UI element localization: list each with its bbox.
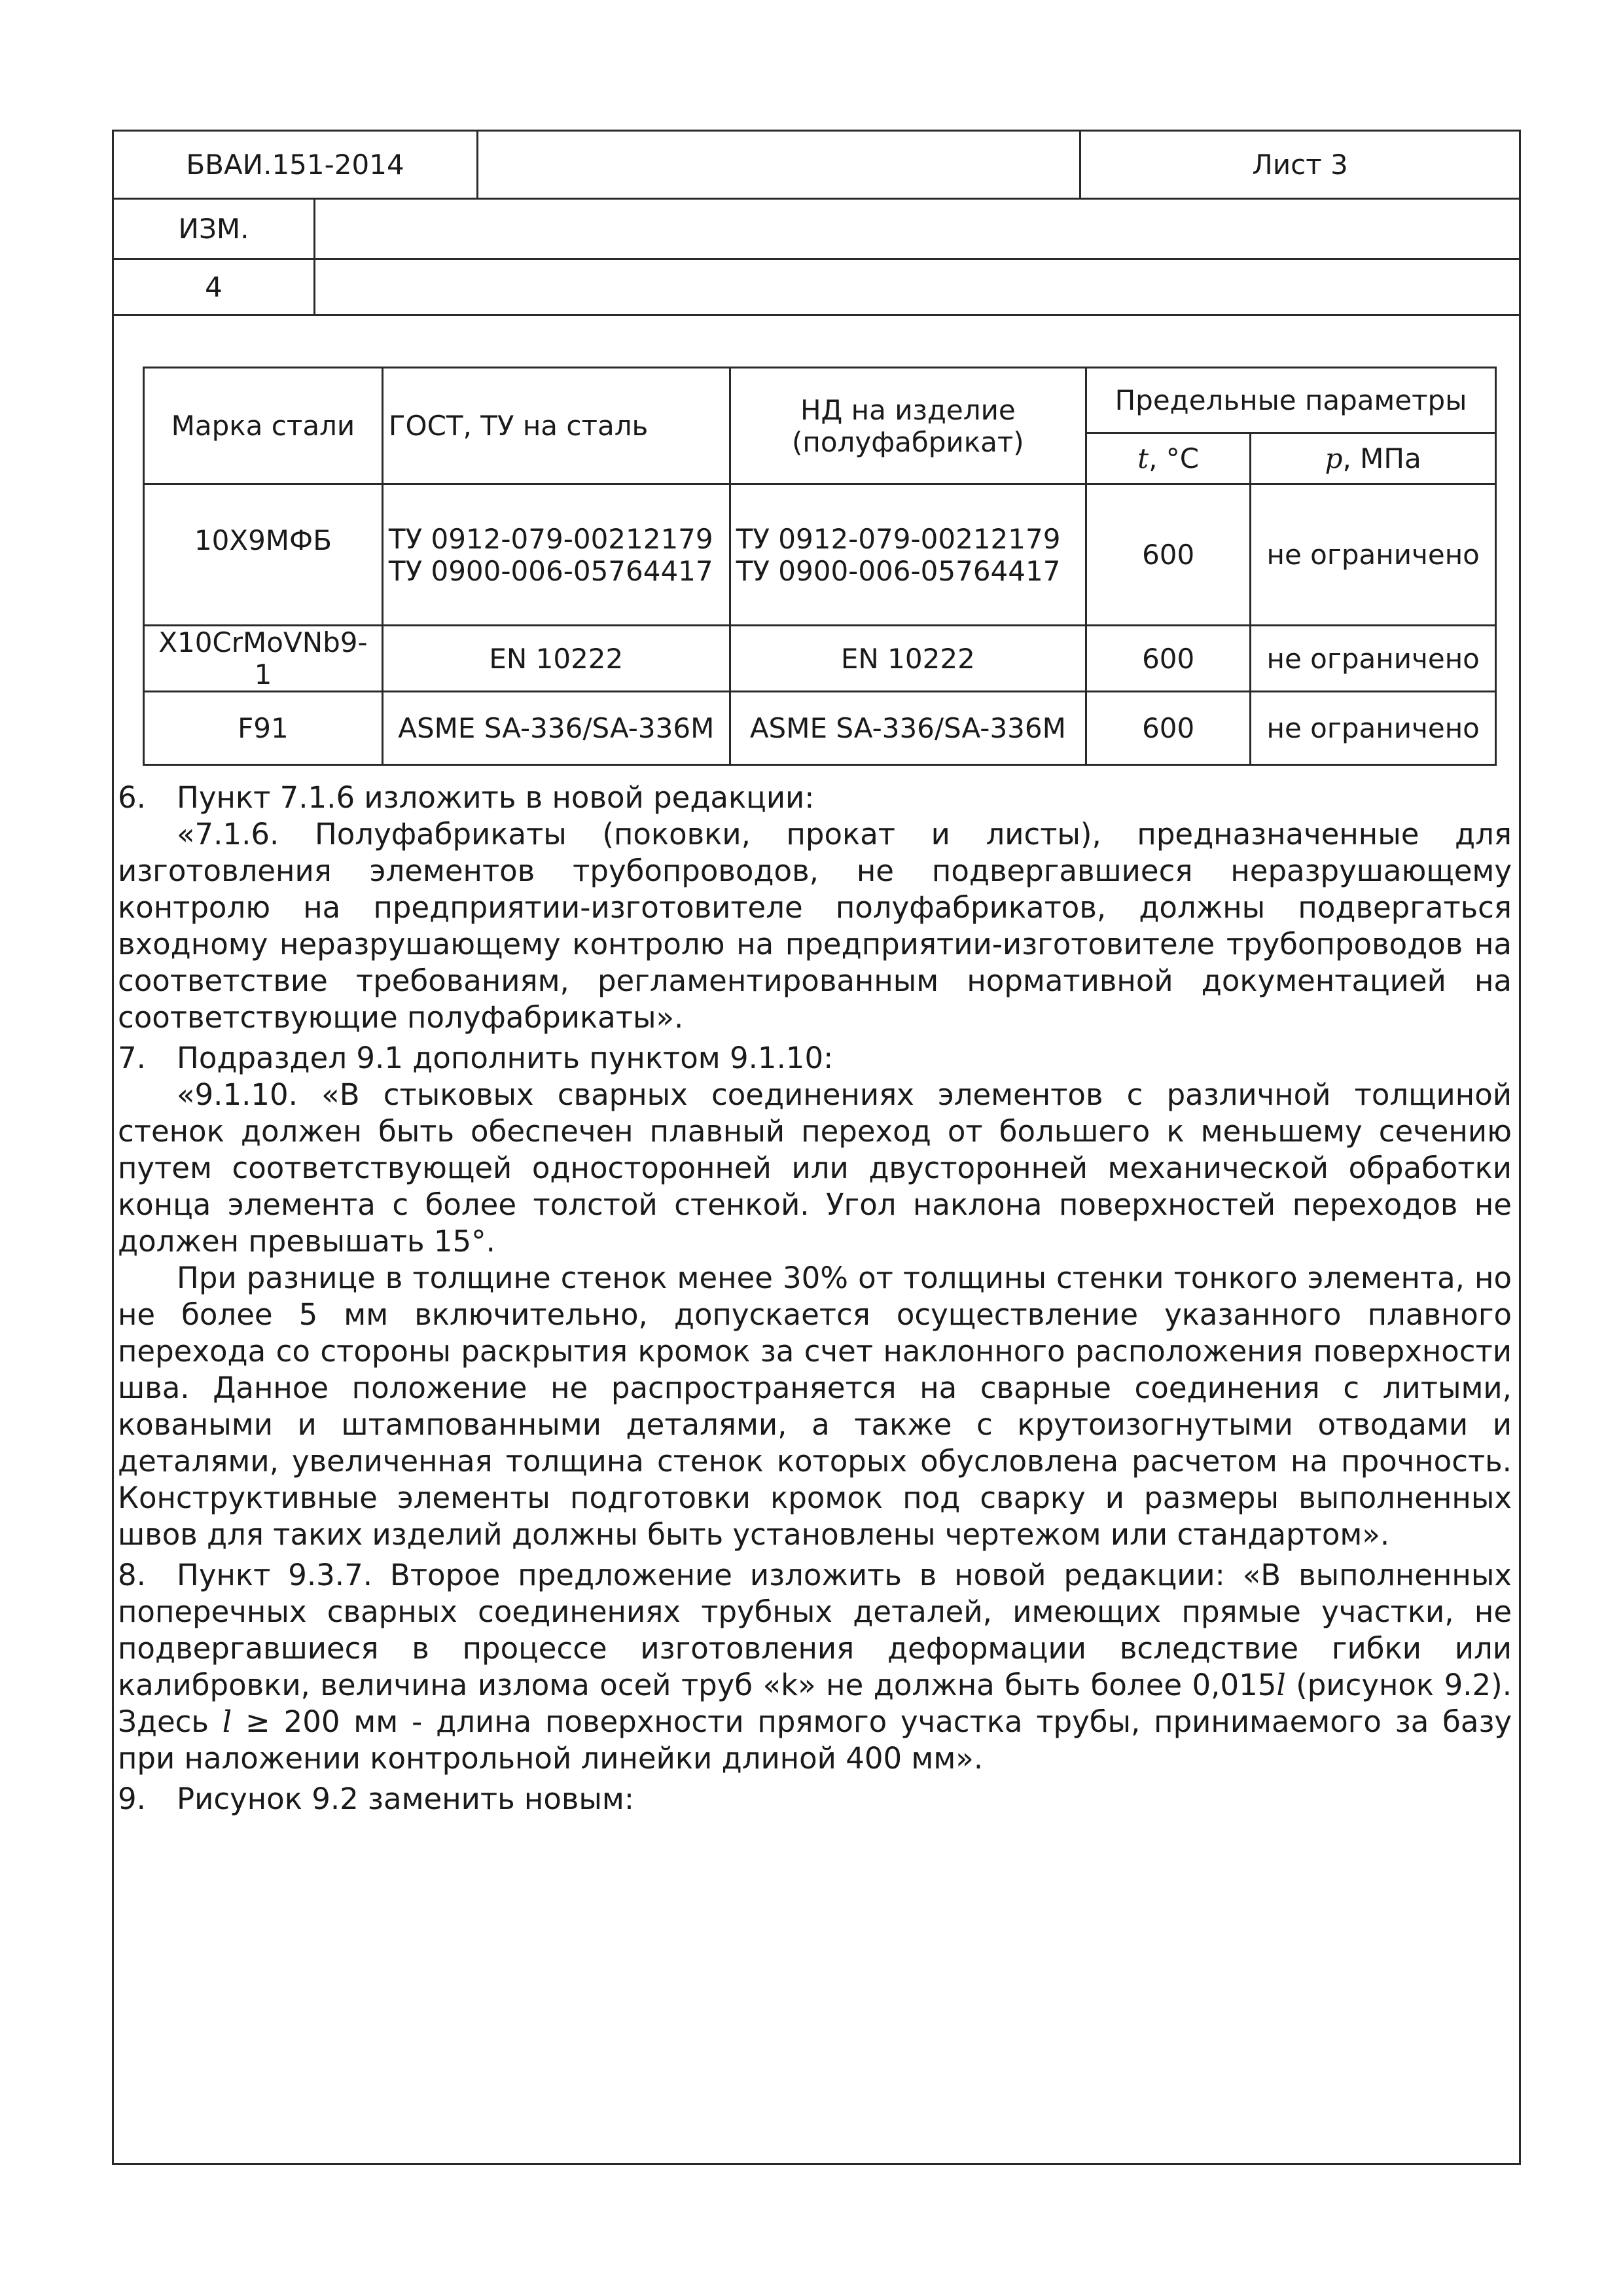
pressure-unit: , МПа xyxy=(1342,442,1421,475)
change-blank-cell xyxy=(315,200,1519,258)
col-header-nd-product xyxy=(730,368,1086,484)
col-header-pressure xyxy=(1251,433,1496,484)
body-text xyxy=(118,780,1512,1818)
cell-pressure: не ограничено xyxy=(1251,626,1496,692)
length-symbol: l xyxy=(222,1704,232,1739)
cell-grade: 10Х9МФБ xyxy=(144,484,383,626)
change-number: 4 xyxy=(114,260,315,314)
table-row xyxy=(144,692,1496,765)
cell-nd: EN 10222 xyxy=(730,626,1086,692)
nd-product-line1: НД на изделие xyxy=(800,393,1016,426)
cell-nd xyxy=(730,484,1086,626)
item-6-body: «7.1.6. Полуфабрикаты (поковки, прокат и листы), предназначенные для изготовления элементов трубопроводов, не подвергавшиеся неразрушающему контролю на предприятии-изготовителе полуфабрикатов, должны подвергаться входному неразрушающему контролю на предприятии-изготовителе трубопроводов на соответствие требованиям, регламентированным нормативной документацией на соответствующие полуфабрикаты». xyxy=(118,817,1512,1035)
doc-code: БВАИ.151-2014 xyxy=(114,132,478,198)
table-row xyxy=(144,626,1496,692)
cell-temperature: 600 xyxy=(1086,626,1250,692)
item-7-body-2: При разнице в толщине стенок менее 30% от толщины стенки тонкого элемента, но не более 5 мм включительно, допускается осуществление указанного плавного перехода со стороны раскрытия кромок за счет наклонного расположения поверхности шва. Данное положение не распространяется на сварные соединения с литыми, коваными и штампованными деталями, а также с крутоизогнутыми отводами и деталями, увеличенная толщина стенок которых обусловлена расчетом на прочность. Конструктивные элементы подготовки кромок под сварку и размеры выполненных швов для таких изделий должны быть установлены чертежом или стандартом». xyxy=(118,1261,1512,1552)
header-row-code xyxy=(114,132,1519,200)
item-title: Подраздел 9.1 дополнить пунктом 9.1.10: xyxy=(177,1041,834,1075)
col-header-temperature xyxy=(1086,433,1250,484)
item-number: 9. xyxy=(118,1782,146,1816)
cell-gost xyxy=(382,484,730,626)
col-header-gost: ГОСТ, ТУ на сталь xyxy=(382,368,730,484)
cell-temperature: 600 xyxy=(1086,692,1250,765)
item-7-title xyxy=(118,1040,1512,1077)
cell-temperature: 600 xyxy=(1086,484,1250,626)
temperature-symbol: t xyxy=(1137,442,1149,475)
item-number: 6. xyxy=(118,780,146,815)
item-8-text-1: Пункт 9.3.7. Второе предложение изложить в новой редакции: «В выполненных поперечных сварных соединениях трубных деталей, имеющих прямые участки, не подвергавшиеся в процессе изготовления деформации вследствие гибки или калибровки, величина излома осей труб «k» не должна быть более 0,015 xyxy=(118,1558,1512,1702)
nd-product-line2: (полуфабрикат) xyxy=(791,425,1024,458)
cell-nd: ASME SA-336/SA-336M xyxy=(730,692,1086,765)
length-symbol: l xyxy=(1276,1668,1286,1702)
table-header-row xyxy=(144,368,1496,433)
pressure-symbol: p xyxy=(1325,442,1343,475)
col-header-steel-grade: Марка стали xyxy=(144,368,383,484)
header-blank-cell xyxy=(478,132,1081,198)
item-7-body-1: «9.1.10. «В стыковых сварных соединениях элементов с различной толщиной стенок должен быть обеспечен плавный переход от большего к меньшему сечению путем соответствующей односторонней или двусторонней механической обработки конца элемента с более толстой стенкой. Угол наклона поверхностей переходов не должен превышать 15°. xyxy=(118,1077,1512,1259)
cell-gost: ASME SA-336/SA-336M xyxy=(382,692,730,765)
cell-pressure: не ограничено xyxy=(1251,484,1496,626)
nd-line: ТУ 0900-006-05764417 xyxy=(736,554,1061,587)
cell-pressure: не ограничено xyxy=(1251,692,1496,765)
cell-grade: F91 xyxy=(144,692,383,765)
sheet-number: Лист 3 xyxy=(1252,149,1348,181)
item-9-title xyxy=(118,1781,1512,1818)
gost-line: ТУ 0912-079-00212179 xyxy=(388,522,713,555)
item-8-text-3: ≥ 200 мм - длина поверхности прямого участка трубы, принимаемого за базу при наложении контрольной линейки длиной 400 мм». xyxy=(118,1704,1512,1776)
item-8 xyxy=(118,1557,1512,1777)
change-label: ИЗМ. xyxy=(114,200,315,258)
item-6-title xyxy=(118,780,1512,816)
temperature-unit: , °С xyxy=(1149,442,1200,475)
cell-gost: EN 10222 xyxy=(382,626,730,692)
item-number: 7. xyxy=(118,1041,146,1075)
item-title: Рисунок 9.2 заменить новым: xyxy=(177,1782,635,1816)
header-row-change xyxy=(114,200,1519,260)
gost-line: ТУ 0900-006-05764417 xyxy=(388,554,713,587)
col-header-limits: Предельные параметры xyxy=(1086,368,1495,433)
change-number-blank-cell xyxy=(315,260,1519,314)
cell-grade: X10CrMoVNb9-1 xyxy=(144,626,383,692)
item-number: 8. xyxy=(118,1558,146,1592)
steel-table xyxy=(143,367,1497,766)
table-row xyxy=(144,484,1496,626)
nd-line: ТУ 0912-079-00212179 xyxy=(736,522,1061,555)
page-frame xyxy=(112,130,1521,2165)
header-row-change-number xyxy=(114,260,1519,316)
item-title: Пункт 7.1.6 изложить в новой редакции: xyxy=(177,780,815,815)
item-8-text-2: (рисунок 9.2). Здесь xyxy=(118,1668,1512,1739)
